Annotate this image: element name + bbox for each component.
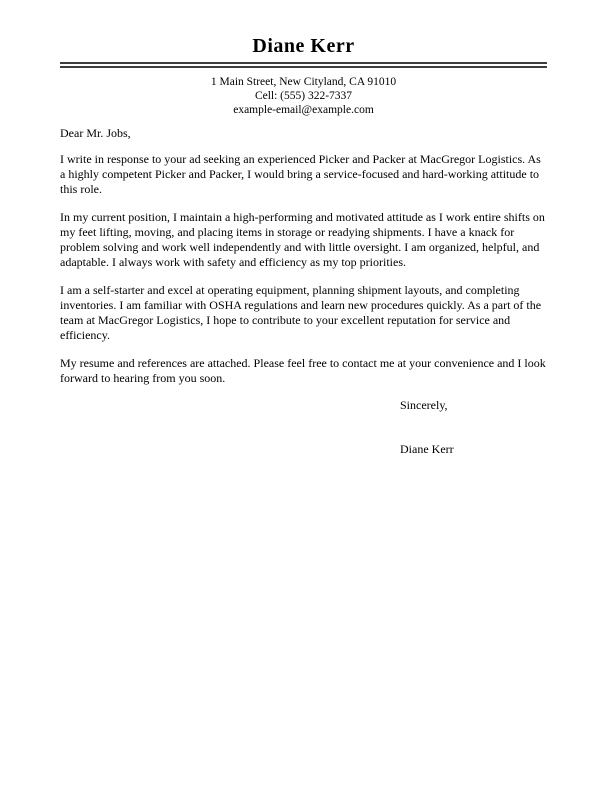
contact-email: example-email@example.com	[233, 104, 374, 116]
body-paragraph-3: I am a self-starter and excel at operating equipment, planning shipment layouts, and completing inventories. I am familiar with OSHA regulations and learn new procedures quickly. As a part of the team at MacGregor Logistics, I hope to contribute to your excellent reputation for service and efficiency.	[60, 283, 542, 342]
closing-block	[400, 398, 547, 457]
contact-address: 1 Main Street, New Cityland, CA 91010	[210, 76, 397, 88]
salutation: Dear Mr. Jobs,	[60, 126, 131, 140]
body-paragraph-1: I write in response to your ad seeking an experienced Picker and Packer at MacGregor Logistics. As a highly competent Picker and Packer, I would bring a service-focused and hard-working attitude to this role.	[60, 152, 541, 196]
signature-name: Diane Kerr	[400, 442, 454, 456]
contact-block	[60, 75, 547, 117]
body-paragraph-2: In my current position, I maintain a high-performing and motivated attitude as I work entire shifts on my feet lifting, moving, and placing items in storage or readying shipments. I have a knack for problem solving and work well independently and with little oversight. I am organized, helpful, and adaptable. I always work with safety and efficiency as my top priorities.	[60, 210, 545, 269]
contact-phone: Cell: (555) 322-7337	[254, 90, 353, 102]
header-divider-double-rule	[60, 62, 547, 68]
letter-author-name: Diane Kerr	[252, 35, 355, 57]
letter-body	[60, 126, 547, 457]
closing-salutation: Sincerely,	[400, 398, 448, 412]
body-paragraph-4: My resume and references are attached. Please feel free to contact me at your convenience and I look forward to hearing from you soon.	[60, 356, 546, 385]
